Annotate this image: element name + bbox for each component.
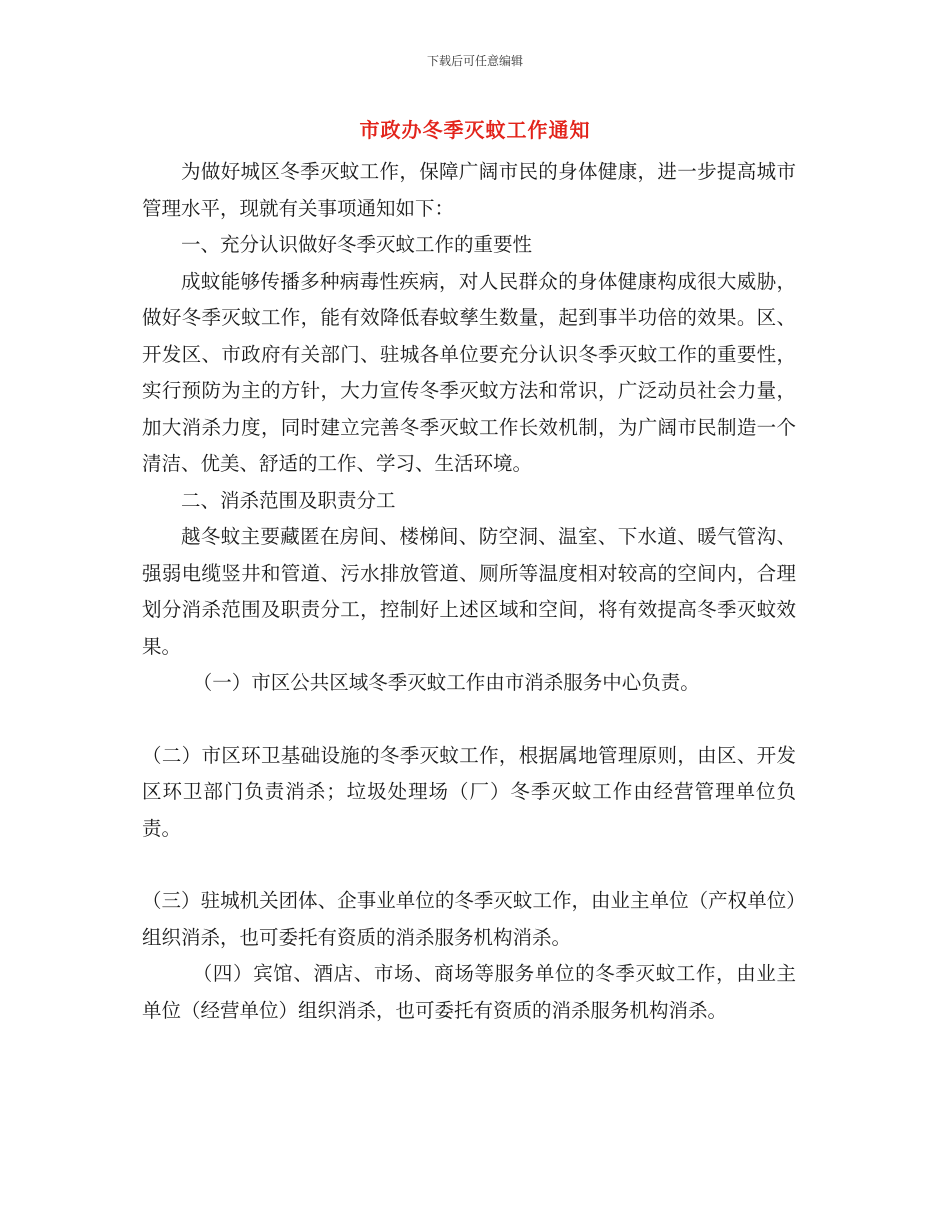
section-2-paragraph: 越冬蚊主要藏匿在房间、楼梯间、防空洞、温室、下水道、暖气管沟、强弱电缆竖井和管道、污水排放管道、厕所等温度相对较高的空间内，合理划分消杀范围及职责分工，控制好上述区域和空间，将有效提高冬季灭蚊效果。 [142,525,796,658]
item-1-paragraph: （一）市区公共区域冬季灭蚊工作由市消杀服务中心负责。 [192,671,700,694]
intro-paragraph: 为做好城区冬季灭蚊工作，保障广阔市民的身体健康，进一步提高城市管理水平，现就有关事项通知如下： [142,160,796,220]
section-1-paragraph: 成蚊能够传播多种病毒性疾病，对人民群众的身体健康构成很大威胁，做好冬季灭蚊工作，能有效降低春蚊孳生数量，起到事半功倍的效果。区、开发区、市政府有关部门、驻城各单位要充分认识冬季灭蚊工作的重要性，实行预防为主的方针，大力宣传冬季灭蚊方法和常识，广泛动员社会力量，加大消杀力度，同时建立完善冬季灭蚊工作长效机制，为广阔市民制造一个清洁、优美、舒适的工作、学习、生活环境。 [142,269,796,475]
section-heading-1: 一、充分认识做好冬季灭蚊工作的重要性 [181,233,533,256]
item-4-paragraph: （四）宾馆、酒店、市场、商场等服务单位的冬季灭蚊工作，由业主单位（经营单位）组织消杀，也可委托有资质的消杀服务机构消杀。 [142,962,796,1022]
document-body [142,154,796,1029]
item-3-paragraph: （三）驻城机关团体、企事业单位的冬季灭蚊工作，由业主单位（产权单位）组织消杀，也可委托有资质的消杀服务机构消杀。 [142,889,796,949]
header-note: 下载后可任意编辑 [426,54,523,68]
document-title: 市政办冬季灭蚊工作通知 [359,118,591,142]
item-2-paragraph: （二）市区环卫基础设施的冬季灭蚊工作，根据属地管理原则，由区、开发区环卫部门负责消杀；垃圾处理场（厂）冬季灭蚊工作由经营管理单位负责。 [142,743,796,840]
section-heading-2: 二、消杀范围及职责分工 [181,488,396,512]
